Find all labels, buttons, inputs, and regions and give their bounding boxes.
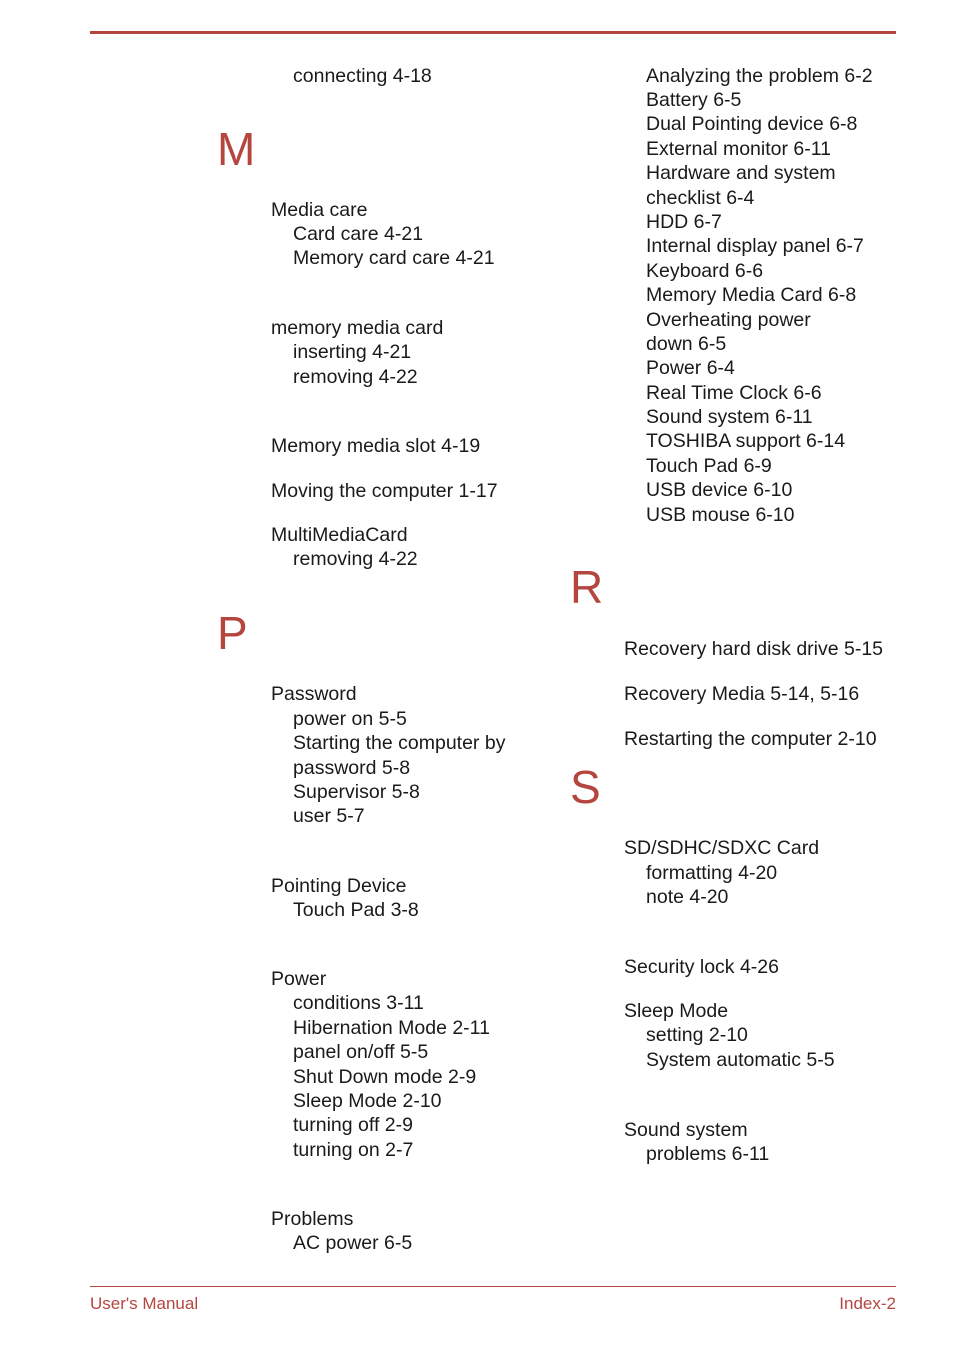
index-entry-security-lock: Security lock 4-26 [624, 956, 779, 978]
index-subentry: setting 2-10 [646, 1024, 748, 1046]
index-subentry: Sleep Mode 2-10 [293, 1090, 442, 1112]
index-heading-sleep-mode: Sleep Mode [624, 1000, 729, 1022]
index-subentry: Hardware and system [646, 162, 836, 184]
index-subentry: note 4-20 [646, 886, 729, 908]
index-subentry: power on 5-5 [293, 708, 407, 730]
index-subentry: problems 6-11 [646, 1143, 770, 1165]
index-heading-problems: Problems [271, 1208, 354, 1230]
index-subentry: removing 4-22 [293, 548, 418, 570]
index-subentry: checklist 6-4 [646, 187, 755, 209]
index-heading-sound-system: Sound system [624, 1119, 748, 1141]
index-entry-moving-computer: Moving the computer 1-17 [271, 480, 498, 502]
index-heading-multimediacard: MultiMediaCard [271, 524, 408, 546]
index-subentry: user 5-7 [293, 805, 365, 827]
section-letter-m: M [217, 123, 256, 175]
footer-page-number: Index-2 [839, 1294, 896, 1313]
footer-rule [90, 1286, 896, 1287]
index-subentry: Analyzing the problem 6-2 [646, 65, 873, 87]
section-letter-p: P [217, 607, 248, 659]
index-subentry: TOSHIBA support 6-14 [646, 430, 846, 452]
index-subentry: Sound system 6-11 [646, 406, 813, 428]
index-heading-sd-card: SD/SDHC/SDXC Card [624, 837, 820, 859]
index-subentry: conditions 3-11 [293, 992, 424, 1014]
index-subentry: turning on 2-7 [293, 1139, 414, 1161]
index-subentry: USB device 6-10 [646, 479, 793, 501]
index-entry-recovery-media: Recovery Media 5-14, 5-16 [624, 683, 860, 705]
index-subentry: panel on/off 5-5 [293, 1041, 429, 1063]
index-subentry: turning off 2-9 [293, 1114, 413, 1136]
index-heading-power: Power [271, 968, 327, 990]
section-letter-r: R [570, 561, 604, 613]
index-heading-memory-media-card: memory media card [271, 317, 444, 339]
index-entry-recovery-hdd: Recovery hard disk drive 5-15 [624, 638, 884, 660]
index-subentry: HDD 6-7 [646, 211, 722, 233]
index-subentry: Memory Media Card 6-8 [646, 284, 857, 306]
index-heading-password: Password [271, 683, 357, 705]
index-subentry: Internal display panel 6-7 [646, 235, 864, 257]
index-heading-pointing-device: Pointing Device [271, 875, 407, 897]
index-subentry: Supervisor 5-8 [293, 781, 420, 803]
index-subentry: USB mouse 6-10 [646, 504, 795, 526]
index-heading-media-care: Media care [271, 199, 368, 221]
index-subentry: Hibernation Mode 2-11 [293, 1017, 490, 1039]
header-rule [90, 31, 896, 34]
index-entry-connecting: connecting 4-18 [293, 65, 432, 87]
index-subentry: Keyboard 6-6 [646, 260, 764, 282]
index-subentry: Memory card care 4-21 [293, 247, 495, 269]
index-subentry: External monitor 6-11 [646, 138, 831, 160]
index-subentry: down 6-5 [646, 333, 727, 355]
section-letter-s: S [570, 761, 601, 813]
index-subentry: Card care 4-21 [293, 223, 424, 245]
index-entry-restarting: Restarting the computer 2-10 [624, 728, 877, 750]
index-subentry: AC power 6-5 [293, 1232, 413, 1254]
index-subentry: password 5-8 [293, 757, 411, 779]
index-subentry: Power 6-4 [646, 357, 735, 379]
index-subentry: formatting 4-20 [646, 862, 778, 884]
index-subentry: Starting the computer by [293, 732, 506, 754]
index-subentry: inserting 4-21 [293, 341, 412, 363]
index-subentry: Overheating power [646, 309, 811, 331]
index-subentry: Battery 6-5 [646, 89, 742, 111]
index-subentry: removing 4-22 [293, 366, 418, 388]
index-subentry: Shut Down mode 2-9 [293, 1066, 477, 1088]
index-subentry: System automatic 5-5 [646, 1049, 835, 1071]
index-subentry: Touch Pad 6-9 [646, 455, 772, 477]
footer-manual-title: User's Manual [90, 1294, 199, 1313]
index-entry-memory-media-slot: Memory media slot 4-19 [271, 435, 481, 457]
index-subentry: Real Time Clock 6-6 [646, 382, 822, 404]
index-subentry: Dual Pointing device 6-8 [646, 113, 858, 135]
index-subentry: Touch Pad 3-8 [293, 899, 419, 921]
